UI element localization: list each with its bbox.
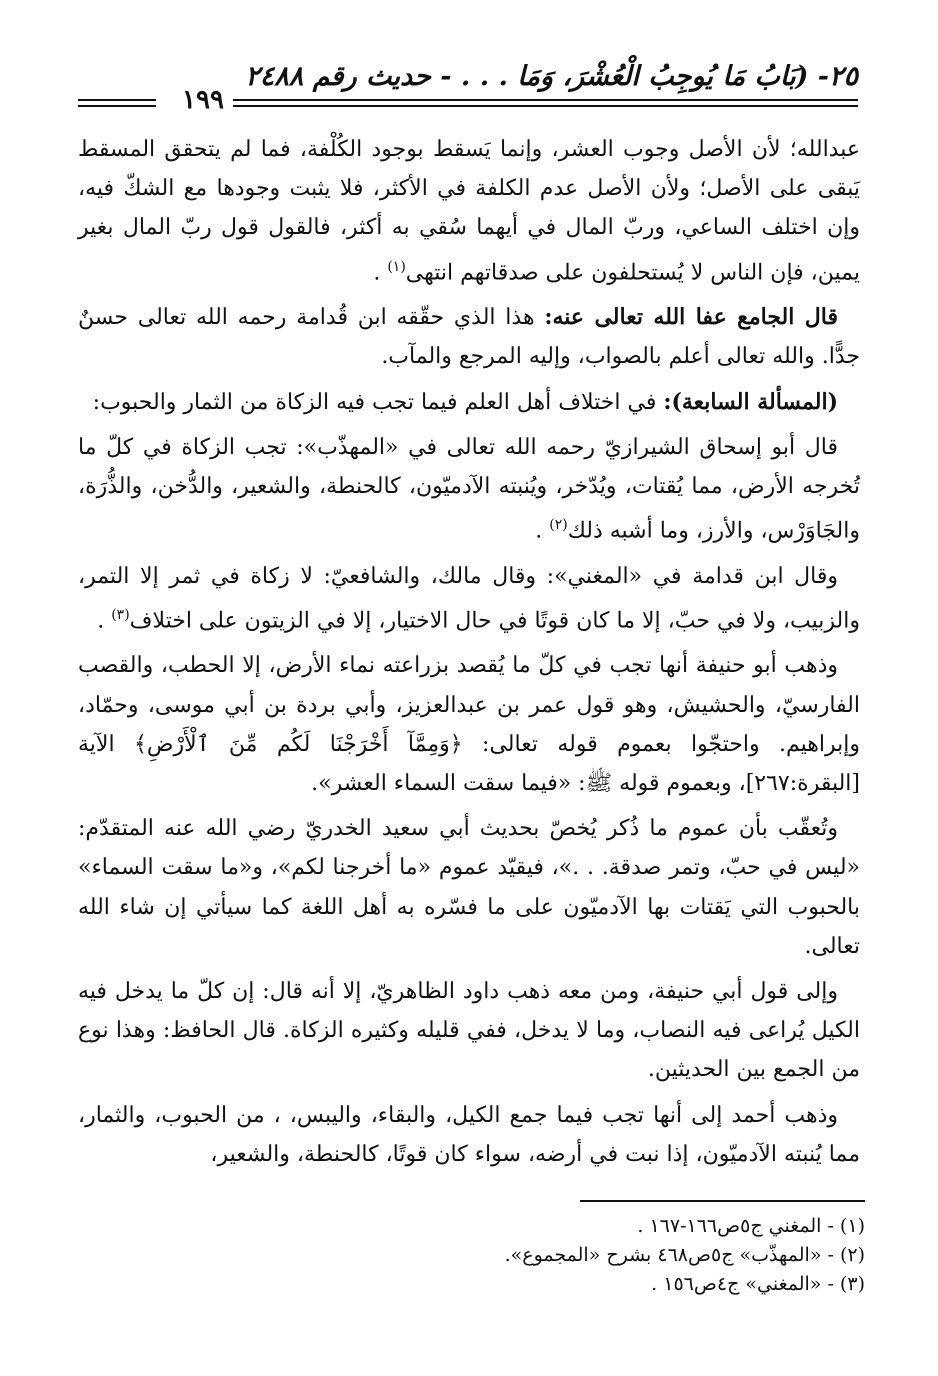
paragraph: [78, 557, 860, 641]
footnote: (١) - المغني ج٥ص١٦٦-١٦٧ .: [637, 1215, 865, 1237]
page-number: ١٩٩: [182, 85, 224, 115]
footnote-reference: (٣): [111, 606, 130, 623]
footnote-reference: (١): [387, 258, 406, 275]
paragraph: [78, 1096, 860, 1174]
paragraph-text: قال أبو إسحاق الشيرازيّ رحمه الله تعالى في «المهذّب»: تجب الزكاة في كلّ ما تُخرجه الأرض، مما يُقتات، ويُدّخر، ويُنبته الآدميّون، كالحنطة، والشعير، والدُّخن، والذُّرَة، والجَاوَرْس، والأرز، وما أشبه ذلك: [78, 434, 860, 544]
paragraph-text: هذا الذي حقّقه ابن قُدامة رحمه الله تعالى حسنٌ جدًّا. والله تعالى أعلم بالصواب، وإليه المرجع والمآب.: [78, 305, 860, 370]
footnote: (٢) - «المهذّب» ج٥ص٤٦٨ بشرح «المجموع».: [504, 1244, 865, 1266]
paragraph-end: .: [373, 259, 388, 285]
main-text: [78, 130, 860, 1180]
paragraph-lead: قال الجامع عفا الله تعالى عنه:: [544, 304, 838, 331]
paragraph-text: في اختلاف أهل العلم فيما تجب فيه الزكاة من الثمار والحبوب:: [92, 389, 664, 415]
paragraph-end: .: [535, 518, 550, 544]
paragraph-lead: (المسألة السابعة):: [663, 388, 838, 415]
paragraph-text: وذهب أحمد إلى أنها تجب فيما جمع الكيل، والبقاء، واليبس، ، من الحبوب، والثمار، مما يُنبته الآدميّون، إذا نبت في أرضه، سواء كان قوتًا، كالحنطة، والشعير،: [78, 1102, 860, 1167]
header-rule: [233, 105, 858, 107]
paragraph-text: وقال ابن قدامة في «المغني»: وقال مالك، والشافعيّ: لا زكاة في ثمر إلا التمر، والزبيب، ولا في حبّ، إلا ما كان قوتًا في حال الاختيار، إلا في الزيتون على اختلاف: [78, 563, 860, 634]
paragraph: [78, 809, 860, 966]
paragraph-text: وتُعقّب بأن عموم ما ذُكر يُخصّ بحديث أبي سعيد الخدريّ رضي الله عنه المتقدّم: «ليس في حبّ، وتمر صدقة. . .»، فيقيّد عموم «ما أخرجنا لكم»، و«ما سقت السماء» بالحبوب التي يَقتات بها الآدميّون على ما فسّره به أهل اللغة كما سيأتي إن شاء الله تعالى.: [78, 816, 860, 959]
running-title: ٢٥- (بَابُ مَا يُوجِبُ الْعُشْرَ، وَمَا . . . - حديث رقم ٢٤٨٨: [245, 61, 858, 92]
paragraph-text: عبدالله؛ لأن الأصل وجوب العشر، وإنما يَسقط بوجود الكُلْفة، فما لم يتحقق المسقط يَبقى على الأصل؛ ولأن الأصل عدم الكلفة في الأكثر، فلا يثبت وجودها مع الشكّ فيه، وإن اختلف الساعي، وربّ المال في أيهما سُقي به أكثر، فالقول قول ربّ المال بغير يمين، فإن الناس لا يُستحلفون على صدقاتهم انتهى: [78, 137, 860, 285]
paragraph-text: وذهب أبو حنيفة أنها تجب في كلّ ما يُقصد بزراعته نماء الأرض، إلا الحطب، والقصب الفارسيّ، والحشيش، وهو قول عمر بن عبدالعزيز، وأبي بردة بن أبي موسى، وحمّاد، وإبراهيم. واحتجّوا بعموم قوله تعالى: ﴿وَمِمَّآ أَخْرَجْنَا لَكُم مِّنَ ٱلْأَرْضِ﴾ الآية [البقرة:٢٦٧]، وبعموم قوله ﷺ: «فيما سقت السماء العشر».: [78, 653, 860, 797]
paragraph-end: .: [97, 608, 112, 634]
footnotes: [300, 1212, 865, 1299]
paragraph: [78, 428, 860, 551]
footnote-reference: (٢): [549, 517, 568, 534]
paragraph-text: وإلى قول أبي حنيفة، ومن معه ذهب داود الظاهريّ، إلا أنه قال: إن كلّ ما يدخل فيه الكيل يُراعى فيه النصاب، وما لا يدخل، ففي قليله وكثيره الزكاة. قال الحافظ: وهذا نوع من الجمع بين الحديثين.: [78, 979, 860, 1083]
paragraph: [78, 383, 860, 422]
footnote-separator: [580, 1200, 865, 1202]
paragraph: [78, 646, 860, 803]
header-rule-left: [78, 99, 156, 101]
paragraph: [78, 972, 860, 1090]
paragraph: [78, 130, 860, 292]
footnote: (٣) - «المغني» ج٤ص١٥٦ .: [651, 1273, 865, 1295]
header-rule-left: [78, 105, 156, 107]
page-header: [78, 55, 858, 125]
header-rule: [233, 99, 858, 101]
paragraph: [78, 298, 860, 376]
